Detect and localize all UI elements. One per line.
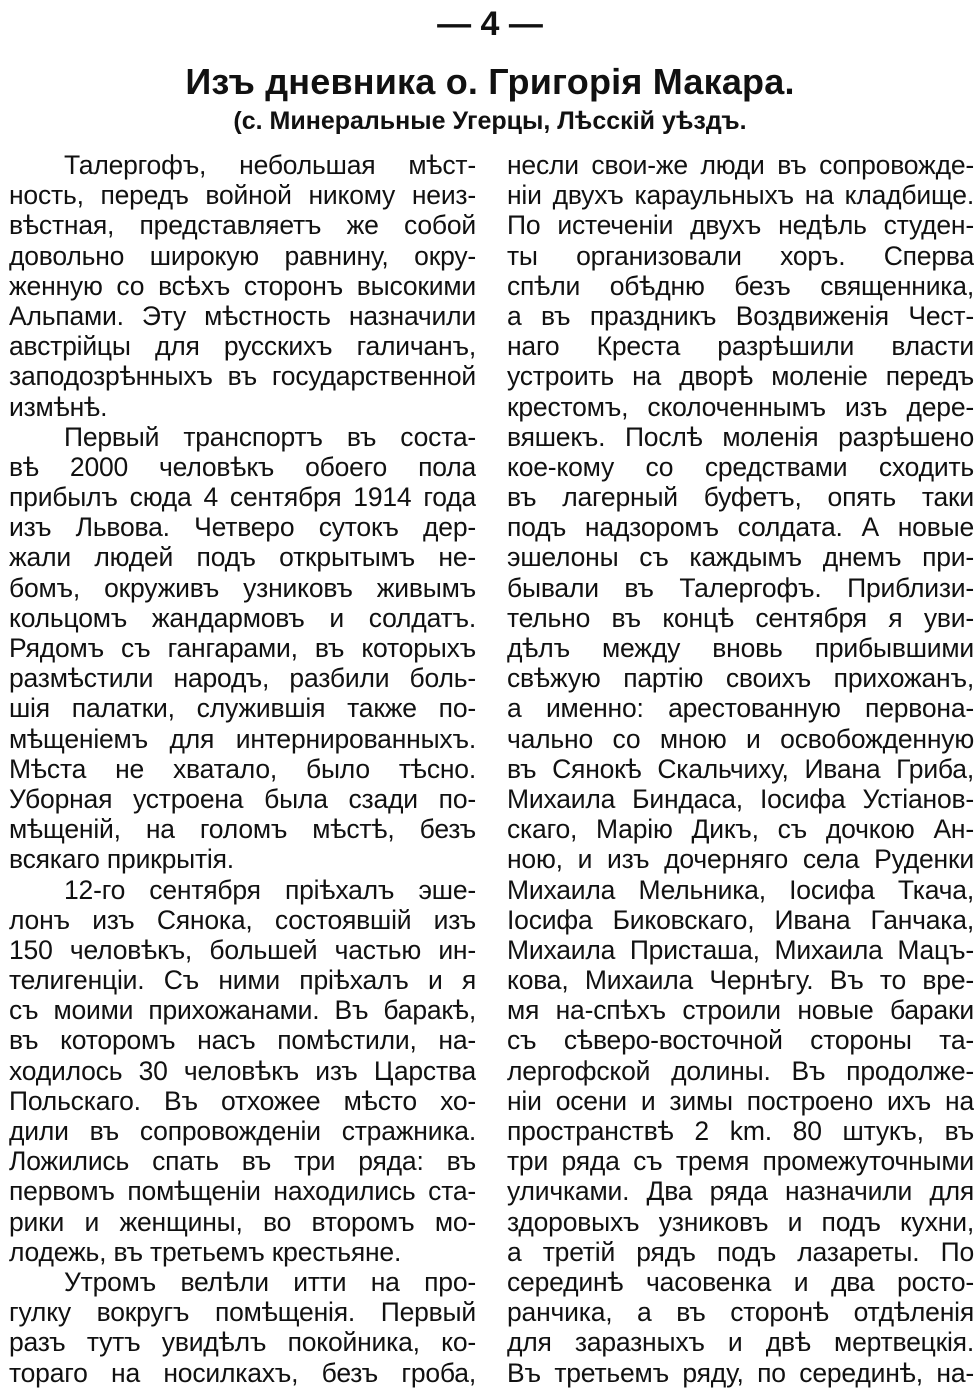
text-line: кова, Михаила Чернѣгу. Въ то вре- xyxy=(507,965,974,996)
text-line: заподозрѣнныхъ въ государственной xyxy=(9,361,476,392)
text-line: спѣли обѣдню безъ священника, xyxy=(507,270,974,301)
text-line: въ которомъ насъ помѣстили, на- xyxy=(9,1025,476,1056)
text-line: подъ надзоромъ солдата. А новые xyxy=(507,512,974,543)
text-line: вѣ 2000 человѣкъ обоего пола xyxy=(9,451,476,482)
text-line: мѣщеніемъ для интернированныхъ. xyxy=(9,723,476,754)
text-line: Первый транспортъ въ соста- xyxy=(64,421,476,452)
text-line: въ Сянокѣ Скальчиху, Ивана Гриба, xyxy=(507,753,974,784)
left-text-column xyxy=(9,150,476,1388)
text-line: вяшекъ. Послѣ моленія разрѣшено xyxy=(507,421,974,452)
text-line: устроить на дворѣ моленіе передъ xyxy=(507,361,974,392)
article-subtitle: (с. Минеральные Угерцы, Лѣсскій уѣздъ. xyxy=(233,107,747,135)
text-line: ніи осени и зимы построено ихъ на xyxy=(507,1085,974,1116)
text-line: Утромъ велѣли итти на про- xyxy=(64,1266,476,1297)
text-line: всякаго прикрытія. xyxy=(9,844,234,875)
text-line: Іосифа Биковскаго, Ивана Ганчака, xyxy=(507,904,974,935)
text-line: мя на-спѣхъ строили новые бараки xyxy=(507,995,974,1026)
text-line: разъ тутъ увидѣлъ покойника, ко- xyxy=(9,1327,476,1358)
text-line: лодежь, въ третьемъ крестьяне. xyxy=(9,1236,402,1267)
text-line: съ сѣверо-восточной стороны та- xyxy=(507,1025,974,1056)
text-line: Михаила Присташа, Михаила Мацъ- xyxy=(507,934,974,965)
text-line: довольно широкую равнину, окру- xyxy=(9,240,476,271)
text-line: Въ третьемъ ряду, по серединѣ, на- xyxy=(507,1357,974,1388)
text-line: Альпами. Эту мѣстность назначили xyxy=(9,300,476,331)
text-line: серединѣ часовенка и два росто- xyxy=(507,1266,974,1297)
text-line: а именно: арестованную первона- xyxy=(507,693,974,724)
text-line: бомъ, окруживъ узниковъ живымъ xyxy=(9,572,476,603)
text-line: пространствѣ 2 km. 80 штукъ, въ xyxy=(507,1116,974,1146)
article-title: Изъ дневника о. Григорія Макара. xyxy=(185,61,795,102)
text-line: Рядомъ съ гангарами, въ которыхъ xyxy=(9,633,476,663)
text-line: для заразныхъ и двѣ мертвецкія. xyxy=(507,1327,974,1358)
text-line: прибылъ сюда 4 сентября 1914 года xyxy=(9,482,476,513)
text-line: гулку вокругъ помѣщенія. Первый xyxy=(9,1297,476,1328)
text-line: телигенціи. Съ ними пріѣхалъ и я xyxy=(9,965,476,996)
text-line: тораго на носилкахъ, безъ гроба, xyxy=(9,1357,476,1388)
text-line: тельно въ концѣ сентября я уви- xyxy=(507,602,974,633)
text-line: Польскаго. Въ отхожее мѣсто хо- xyxy=(9,1085,476,1116)
text-line: Михаила Мельника, Іосифа Ткача, xyxy=(507,874,974,905)
text-line: Талергофъ, небольшая мѣст- xyxy=(64,150,476,180)
text-line: крестомъ, сколоченнымъ изъ дере- xyxy=(507,391,974,422)
text-line: дѣлъ между вновь прибывшими xyxy=(507,633,974,663)
text-line: ходилось 30 человѣкъ изъ Царства xyxy=(9,1055,476,1086)
text-line: несли свои-же люди въ сопровожде- xyxy=(507,150,974,180)
text-line: женную со всѣхъ сторонъ высокими xyxy=(9,270,476,301)
page-number: — 4 — xyxy=(437,5,543,43)
text-line: Уборная устроена была сзади по- xyxy=(9,783,476,814)
text-line: съ моими прихожанами. Въ баракѣ, xyxy=(9,995,476,1026)
text-line: наго Креста разрѣшили власти xyxy=(507,331,974,362)
text-line: По истеченіи двухъ недѣль студен- xyxy=(507,210,974,241)
text-line: свѣжую партію своихъ прихожанъ, xyxy=(507,663,974,694)
text-line: шія палатки, служившія также по- xyxy=(9,693,476,724)
text-line: мѣщеній, на голомъ мѣстѣ, безъ xyxy=(9,814,476,845)
text-line: скаго, Марію Дикъ, съ дочкою Ан- xyxy=(507,814,974,845)
text-line: уличками. Два ряда назначили для xyxy=(507,1176,974,1207)
text-line: кое-кому со средствами сходить xyxy=(507,451,974,482)
text-line: эшелоны съ каждымъ днемъ при- xyxy=(507,542,974,573)
text-line: 150 человѣкъ, большей частью ин- xyxy=(9,934,476,965)
text-line: Ложились спать въ три ряда: въ xyxy=(9,1146,476,1177)
text-line: а въ праздникъ Воздвиженія Чест- xyxy=(507,300,974,331)
text-line: ность, передъ войной никому неиз- xyxy=(9,180,476,211)
text-line: рики и женщины, во второмъ мо- xyxy=(9,1206,476,1237)
text-line: три ряда съ тремя промежуточными xyxy=(507,1146,974,1177)
text-line: 12-го сентября пріѣхалъ эше- xyxy=(64,874,476,905)
text-line: дили въ сопровожденіи стражника. xyxy=(9,1116,476,1146)
text-line: бывали въ Талергофъ. Приблизи- xyxy=(507,572,974,603)
text-line: ною, и изъ дочерняго села Руденки xyxy=(507,844,974,875)
text-line: первомъ помѣщеніи находились ста- xyxy=(9,1176,476,1207)
text-line: жали людей подъ открытымъ не- xyxy=(9,542,476,573)
text-line: въ лагерный буфетъ, опять таки xyxy=(507,482,974,513)
text-line: размѣстили народъ, разбили боль- xyxy=(9,663,476,694)
text-line: ніи двухъ караульныхъ на кладбище. xyxy=(507,180,974,211)
text-line: чально со мною и освобожденную xyxy=(507,723,974,754)
text-line: измѣнѣ. xyxy=(9,391,108,422)
text-line: лергофской долины. Въ продолже- xyxy=(507,1055,974,1086)
text-line: ранчика, а въ сторонѣ отдѣленія xyxy=(507,1297,974,1328)
text-line: австрійцы для русскихъ галичанъ, xyxy=(9,331,476,362)
text-line: изъ Львова. Четверо сутокъ дер- xyxy=(9,512,476,543)
text-line: лонъ изъ Сянока, состоявшій изъ xyxy=(9,904,476,935)
text-line: вѣстная, представляетъ же собой xyxy=(9,210,476,241)
text-line: здоровыхъ узниковъ и подъ кухни, xyxy=(507,1206,974,1237)
text-line: Мѣста не хватало, было тѣсно. xyxy=(9,753,476,784)
text-line: ты организовали хоръ. Сперва xyxy=(507,240,974,271)
text-line: Михаила Биндаса, Іосифа Устіанов- xyxy=(507,783,974,814)
right-text-column xyxy=(507,150,974,1388)
text-line: а третій рядъ подъ лазареты. По xyxy=(507,1236,974,1267)
text-line: кольцомъ жандармовъ и солдатъ. xyxy=(9,602,476,633)
